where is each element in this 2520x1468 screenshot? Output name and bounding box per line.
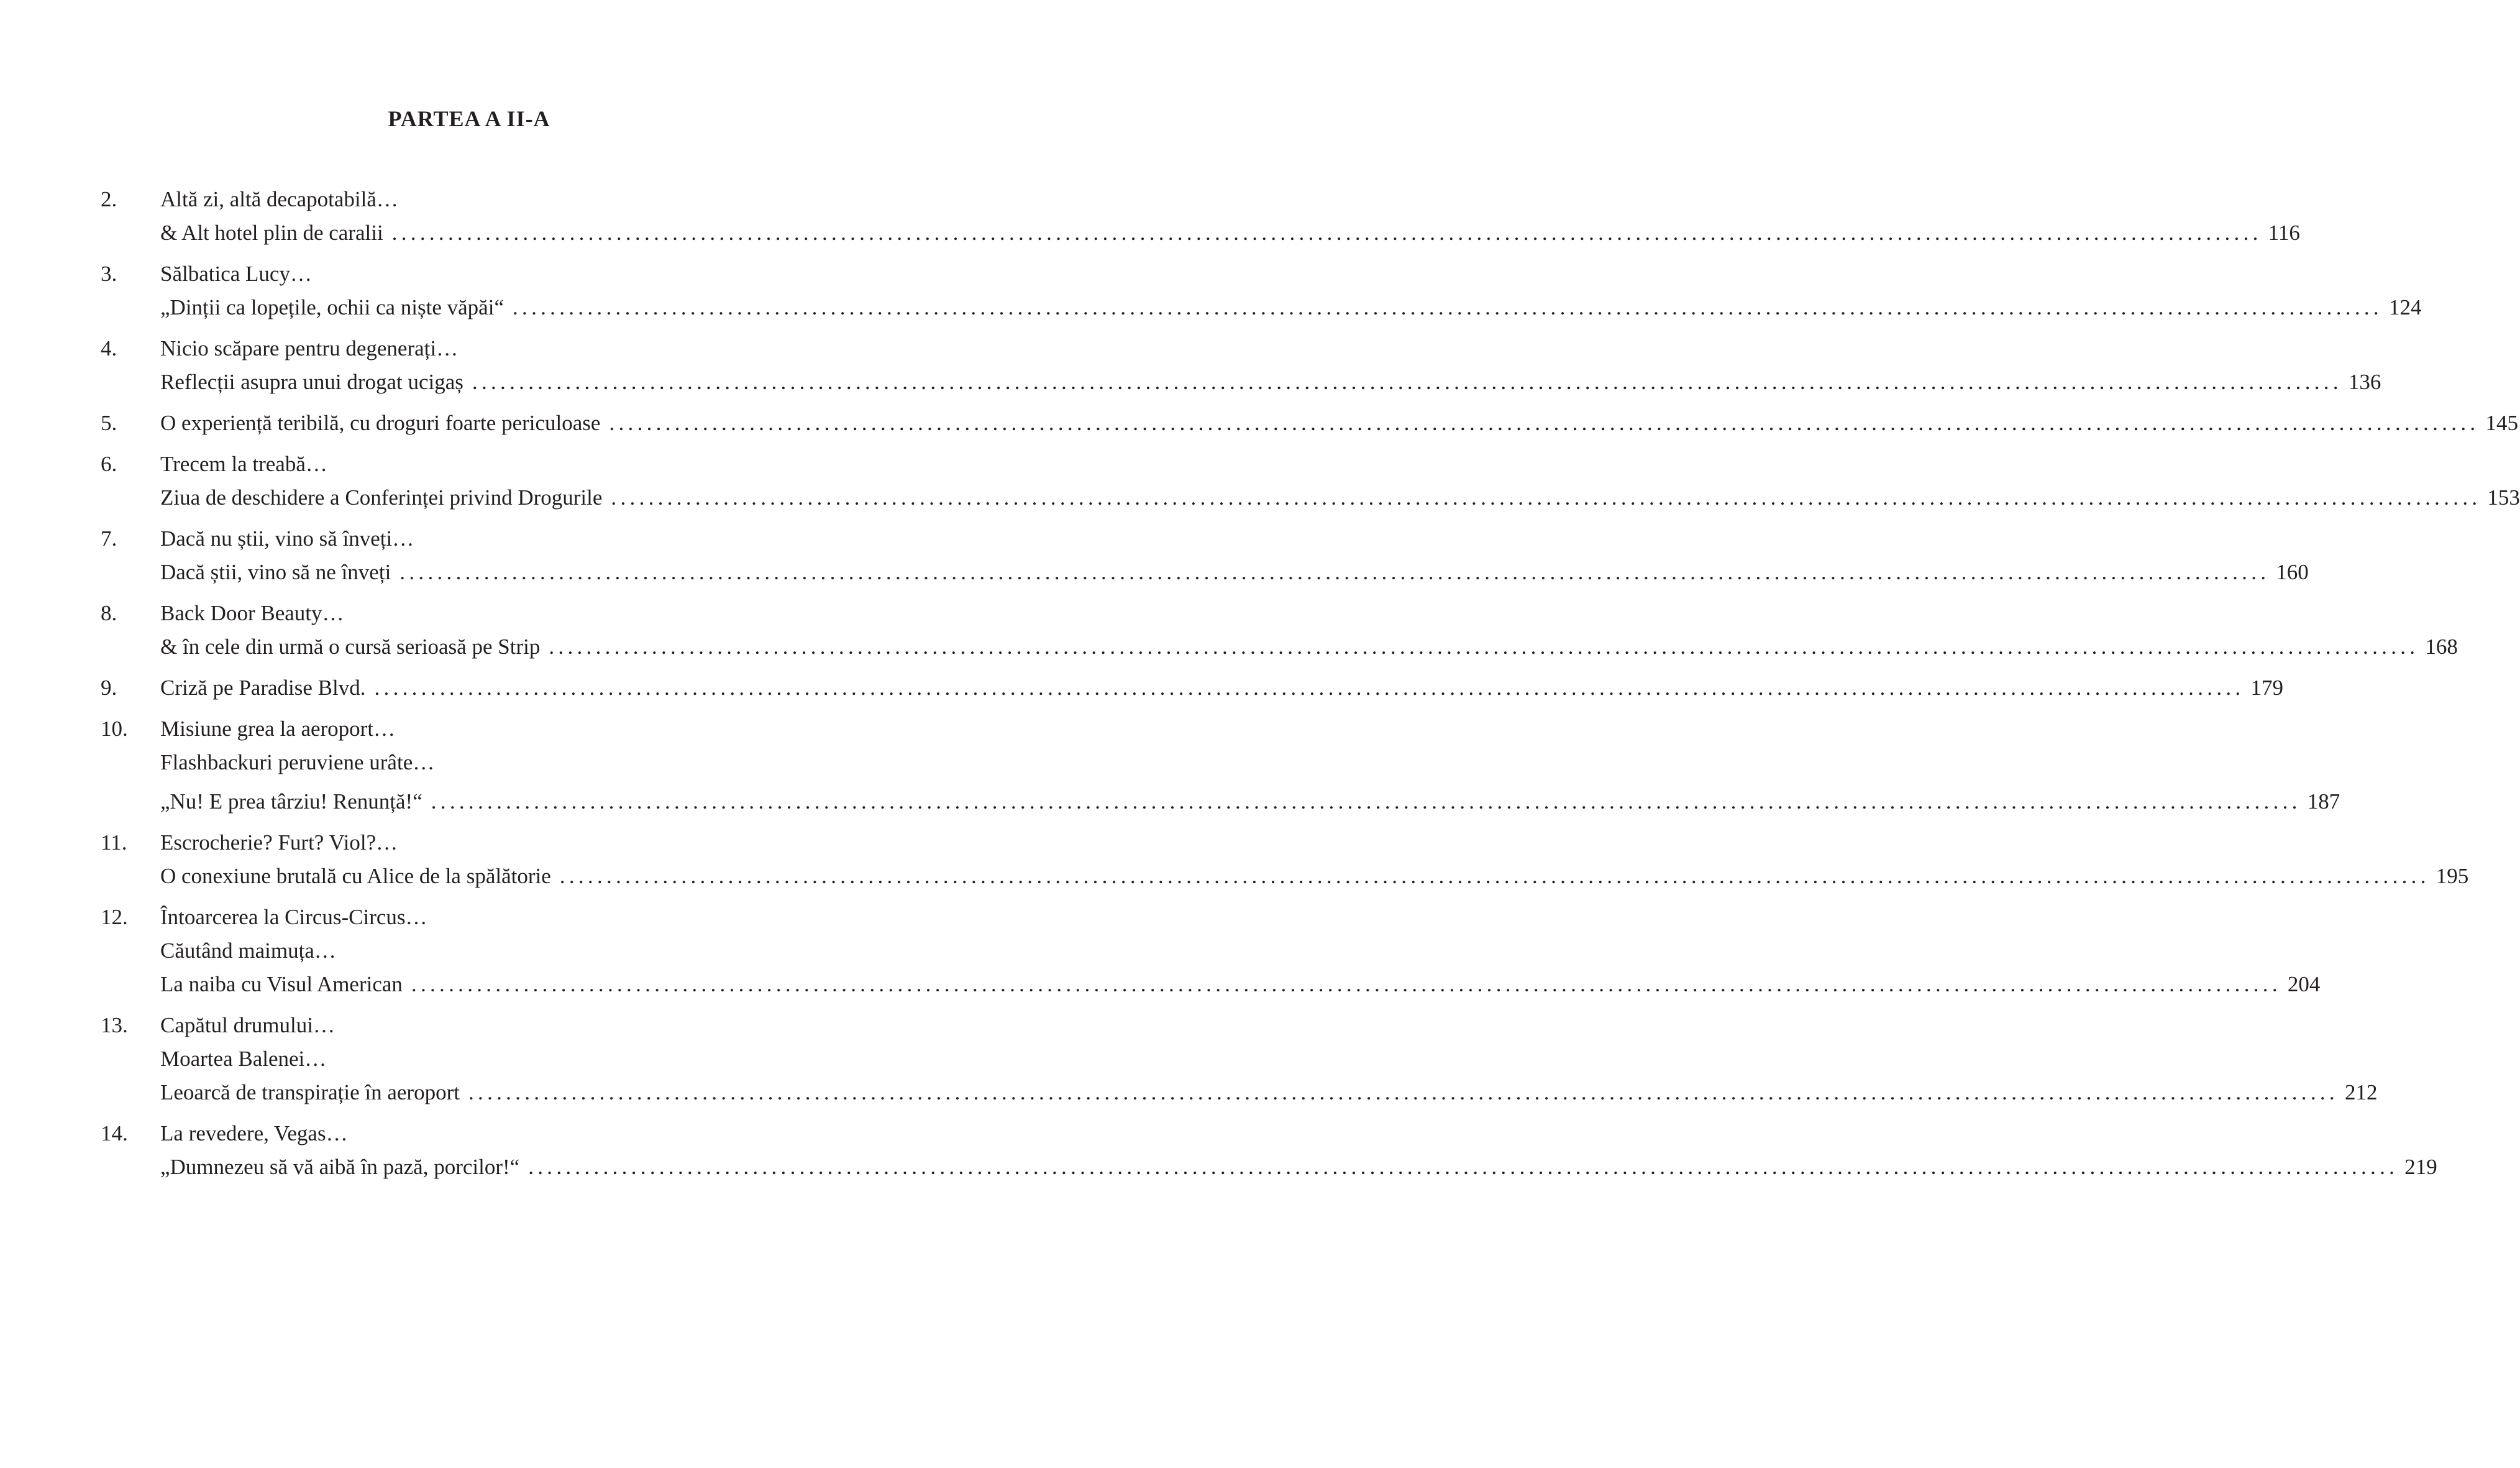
dot-leader: ........................................................................................................................................................................................................ [528, 1155, 2399, 1179]
dot-leader: ........................................................................................................................................................................................................ [431, 789, 2301, 814]
chapter-number: 14. [101, 1121, 128, 1145]
chapter-title-text: „Dumnezeu să vă aibă în pază, porcilor!“ [160, 1155, 520, 1179]
part-title: PARTEA A II-A [388, 106, 550, 131]
chapter-title-line [160, 1117, 824, 1150]
page-number: 219 [2404, 1155, 2437, 1179]
chapter-title-line [160, 291, 2422, 324]
dot-leader: ........................................................................................................................................................................................................ [512, 295, 2383, 319]
toc-entry[interactable] [101, 1117, 2437, 1184]
page-number: 204 [2287, 972, 2321, 996]
chapter-title-text: Flashbackuri peruviene urâte… [160, 750, 435, 774]
chapter-title-text: & în cele din urmă o cursă serioasă pe Strip [160, 635, 541, 659]
toc-entry[interactable] [101, 183, 2300, 250]
chapter-title-line [160, 522, 824, 556]
chapter-title-text: Nicio scăpare pentru degenerați… [160, 336, 459, 360]
dot-leader: ........................................................................................................................................................................................................ [391, 221, 2262, 245]
table-of-contents [101, 183, 2520, 1191]
chapter-title-text: La naiba cu Visul American [160, 972, 403, 996]
dot-leader: ........................................................................................................................................................................................................ [549, 635, 2419, 659]
chapter-number: 9. [101, 676, 117, 700]
chapter-number: 2. [101, 187, 117, 211]
chapter-number: 12. [101, 905, 128, 929]
chapter-title-text: Dacă știi, vino să ne înveți [160, 560, 391, 584]
chapter-title-line [160, 746, 824, 779]
toc-entry[interactable] [101, 522, 2309, 589]
toc-entry[interactable] [101, 901, 2321, 1001]
toc-entry[interactable] [101, 257, 2422, 324]
chapter-title-text: Sălbatica Lucy… [160, 262, 312, 286]
chapter-title-line [160, 968, 2321, 1001]
toc-entry[interactable] [101, 447, 2520, 515]
dot-leader: ........................................................................................................................................................................................................ [609, 411, 2480, 435]
chapter-number: 5. [101, 411, 117, 435]
toc-entry[interactable] [101, 671, 2283, 705]
chapter-title-line [160, 671, 2283, 705]
chapter-number: 13. [101, 1013, 128, 1037]
dot-leader: ........................................................................................................................................................................................................ [472, 370, 2342, 394]
chapter-title-text: La revedere, Vegas… [160, 1121, 348, 1145]
chapter-title-text: Moartea Balenei… [160, 1047, 327, 1071]
chapter-title-text: & Alt hotel plin de caralii [160, 221, 383, 245]
dot-leader: ........................................................................................................................................................................................................ [611, 485, 2481, 510]
chapter-title-line [160, 597, 824, 630]
chapter-title-line [160, 257, 824, 291]
chapter-title-line [160, 1042, 824, 1076]
chapter-number: 10. [101, 717, 128, 741]
toc-entry[interactable] [101, 406, 2518, 440]
chapter-title-line [160, 183, 824, 216]
page-number: 212 [2344, 1080, 2378, 1104]
chapter-title-text: Trecem la treabă… [160, 452, 327, 476]
chapter-title-text: Reflecții asupra unui drogat ucigaș [160, 370, 463, 394]
chapter-number: 11. [101, 830, 127, 855]
chapter-title-text: Întoarcerea la Circus-Circus… [160, 905, 427, 929]
chapter-title-line [160, 216, 2300, 250]
chapter-title-text: Ziua de deschidere a Conferinței privind Drogurile [160, 485, 603, 510]
chapter-title-text: Leoarcă de transpirație în aeroport [160, 1080, 460, 1104]
page-number: 145 [2485, 411, 2518, 435]
chapter-title-line [160, 481, 2520, 515]
chapter-title-line [160, 712, 824, 746]
chapter-title-text: Căutând maimuța… [160, 938, 336, 963]
chapter-title-text: Escrocherie? Furt? Viol?… [160, 830, 398, 855]
chapter-title-line [160, 365, 2381, 399]
chapter-title-text: Altă zi, altă decapotabilă… [160, 187, 398, 211]
chapter-number: 6. [101, 452, 117, 476]
chapter-title-line [160, 1150, 2437, 1184]
chapter-title-line [160, 860, 2469, 893]
chapter-title-line [160, 934, 824, 968]
chapter-number: 4. [101, 336, 117, 360]
chapter-title-line [160, 630, 2458, 664]
toc-entry[interactable] [101, 1009, 2378, 1109]
chapter-number: 8. [101, 601, 117, 625]
chapter-title-line [160, 406, 2518, 440]
dot-leader: ........................................................................................................................................................................................................ [468, 1080, 2339, 1104]
chapter-title-line [160, 1009, 824, 1042]
dot-leader: ........................................................................................................................................................................................................ [374, 676, 2245, 700]
page-number: 124 [2388, 295, 2422, 319]
chapter-number: 3. [101, 262, 117, 286]
toc-entry[interactable] [101, 332, 2381, 399]
chapter-title-text: Criză pe Paradise Blvd. [160, 676, 366, 700]
chapter-title-text: „Dinții ca lopețile, ochii ca niște văpăi“ [160, 295, 504, 319]
chapter-title-line [160, 447, 824, 481]
chapter-title-text: O conexiune brutală cu Alice de la spălătorie [160, 864, 551, 888]
dot-leader: ........................................................................................................................................................................................................ [399, 560, 2270, 584]
chapter-title-text: O experiență teribilă, cu droguri foarte periculoase [160, 411, 601, 435]
chapter-title-line [160, 1076, 2378, 1109]
dot-leader: ........................................................................................................................................................................................................ [559, 864, 2430, 888]
chapter-title-text: Capătul drumului… [160, 1013, 335, 1037]
page-number: 136 [2348, 370, 2381, 394]
page-number: 153 [2487, 485, 2520, 510]
chapter-title-line [160, 785, 2340, 819]
chapter-title-text: „Nu! E prea târziu! Renunță!“ [160, 789, 422, 814]
chapter-title-text: Back Door Beauty… [160, 601, 344, 625]
chapter-title-text: Misiune grea la aeroport… [160, 717, 396, 741]
page-number: 179 [2250, 676, 2283, 700]
chapter-number: 7. [101, 526, 117, 551]
toc-entry[interactable] [101, 712, 2340, 819]
chapter-title-line [160, 901, 824, 934]
toc-entry[interactable] [101, 826, 2469, 893]
chapter-title-line [160, 826, 824, 860]
page-number: 160 [2276, 560, 2309, 584]
chapter-title-line [160, 332, 824, 365]
page-number: 116 [2268, 221, 2300, 245]
chapter-title-line [160, 556, 2309, 589]
page-number: 195 [2436, 864, 2469, 888]
page-number: 168 [2425, 635, 2458, 659]
page-number: 187 [2307, 789, 2340, 814]
dot-leader: ........................................................................................................................................................................................................ [411, 972, 2281, 996]
toc-entry[interactable] [101, 597, 2458, 664]
chapter-title-text: Dacă nu știi, vino să înveți… [160, 526, 414, 551]
